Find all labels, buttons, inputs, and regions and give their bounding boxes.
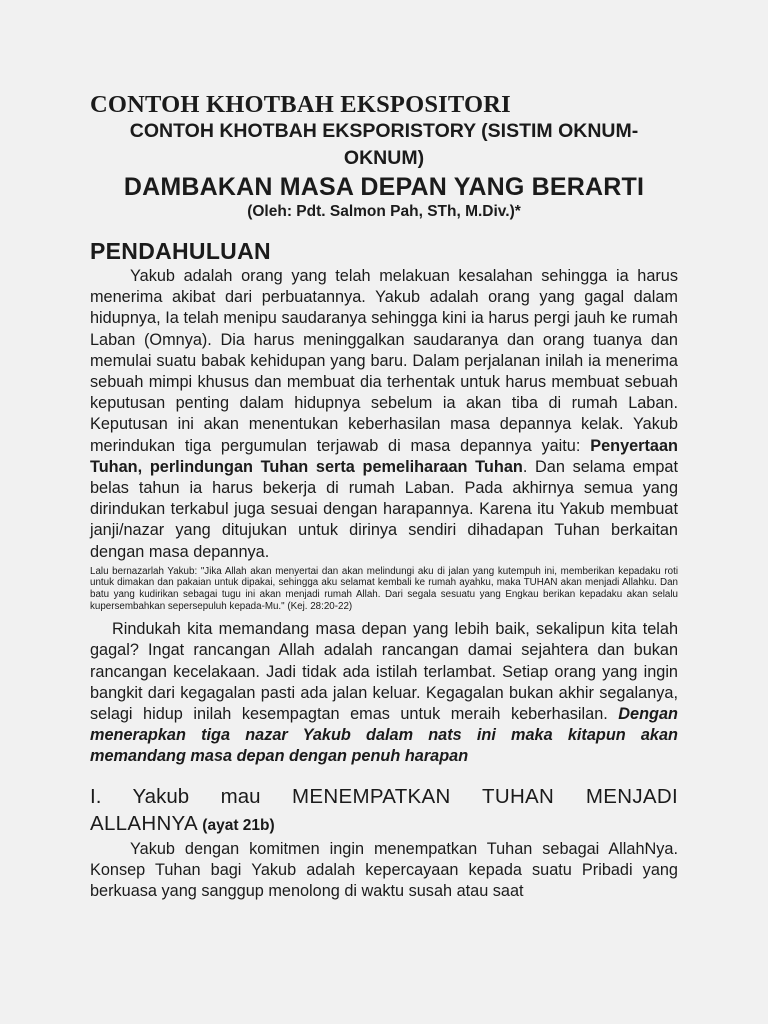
point-1-upper-1: MENEMPATKAN TUHAN MENJADI <box>292 784 679 808</box>
sermon-subtitle: CONTOH KHOTBAH EKSPORISTORY (SISTIM OKNUM-OKNUM) <box>129 120 639 169</box>
sermon-title: DAMBAKAN MASA DEPAN YANG BERARTI <box>123 173 645 201</box>
point-1-prefix: I. Yakub mau <box>90 784 293 808</box>
intro-p1-text: Yakub adalah orang yang telah melakuan kesalahan sehingga ia harus menerima akibat dari perbuatannya. Yakub adalah orang yang gagal dalam hidupnya, Ia telah menipu saudaranya sehingga kini ia harus pergi jauh ke rumah Laban (Omnya). Dia harus meninggalkan saudaranya dan orang tuanya dan memulai suatu babak kehidupan yang baru. Dalam perjalanan inilah ia menerima sebuah mimpi khusus dan membuat dia terhentak untuk harus membuat sebuah keputusan penting dalam hidupnya sebelum ia akan tiba di rumah Laban. Keputusan ini akan menentukan keberhasilan masa depannya kelak. Yakub merindukan tiga pergumulan terjawab di masa depannya yaitu: <box>90 267 678 455</box>
point-1-reference: (ayat 21b) <box>197 816 275 834</box>
point-1-upper-2: ALLAHNYA <box>90 811 198 835</box>
intro-p1-rest: . Dan selama empat belas tahun ia harus bekerja di rumah Laban. Pada akhirnya semua yang dirindukan terkabul juga sesuai dengan harapannya. Karena itu Yakub membuat janji/nazar yang ditujukan untuk dirinya sendiri dihadapan Tuhan berkaitan dengan masa depannya. <box>90 457 678 561</box>
point-1-heading-line-2 <box>90 811 678 839</box>
document-title: CONTOH KHOTBAH EKSPOSITORI <box>90 91 511 118</box>
scripture-quote: Lalu bernazarlah Yakub: "Jika Allah akan menyertai dan akan melindungi aku di jalan yang kutempuh ini, memberikan kepadaku roti untuk dimakan dan pakaian untuk dipakai, sehingga aku selamat kembali ke rumah ayahku, maka TUHAN akan menjadi Allahku. Dan batu yang kudirikan sebagai tugu ini akan menjadi rumah Allah. Dari segala sesuatu yang Engkau berikan kepadaku akan selalu kupersembahkan sepersepuluh kepada-Mu." (Kej. 28:20-22) <box>90 565 678 612</box>
intro-p1-bold: Penyertaan Tuhan, perlindungan Tuhan serta pemeliharaan Tuhan <box>90 436 678 476</box>
author-line: (Oleh: Pdt. Salmon Pah, STh, M.Div.)* <box>247 203 521 220</box>
point-1-paragraph-1: Yakub dengan komitmen ingin menempatkan Tuhan sebagai AllahNya. Konsep Tuhan bagi Yakub adalah kepercayaan kepada suatu Pribadi yang berkuasa yang sanggup menolong di waktu susah atau saat <box>90 839 678 901</box>
intro-p2-emphasis: Dengan menerapkan tiga nazar Yakub dalam nats ini maka kitapun akan memandang masa depan dengan penuh harapan <box>90 705 678 766</box>
intro-p2-text: Rindukah kita memandang masa depan yang lebih baik, sekalipun kita telah gagal? Ingat rancangan Allah adalah rancangan damai sejahtera dan bukan rancangan kecelakaan. Jadi tidak ada istilah terlambat. Setiap orang yang ingin bangkit dari kegagalan pasti ada jalan keluar. Kegagalan bukan akhir segalanya, selagi hidup inilah kesempagtan emas untuk meraih keberhasilan. <box>90 620 678 724</box>
section-heading-pendahuluan: PENDAHULUAN <box>90 238 271 264</box>
intro-paragraph-2 <box>90 619 678 767</box>
point-1-heading <box>90 784 678 810</box>
intro-paragraph-1 <box>90 266 678 563</box>
